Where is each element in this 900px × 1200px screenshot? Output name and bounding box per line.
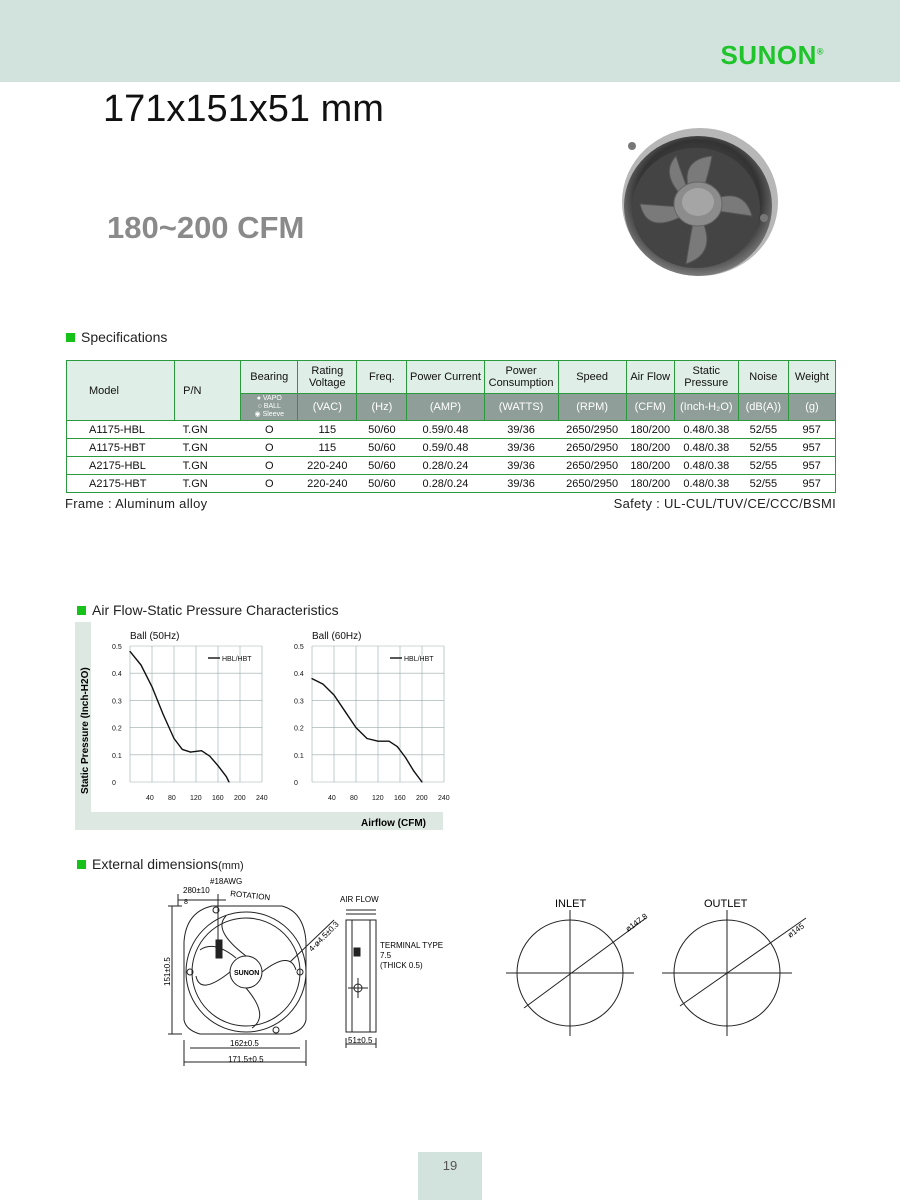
cell-speed: 2650/2950 — [558, 457, 626, 475]
cell-noise: 52/55 — [738, 475, 788, 493]
cell-airflow: 180/200 — [626, 457, 674, 475]
inlet-diameter: ø147.8 — [623, 911, 650, 934]
header-freq: Freq. — [357, 361, 407, 394]
cell-consumption: 39/36 — [484, 475, 558, 493]
cell-model: A2175-HBL — [67, 457, 175, 475]
unit-consumption: (WATTS) — [484, 394, 558, 421]
x-tick-label: 80 — [350, 795, 358, 802]
cell-pn: T.GN — [175, 457, 241, 475]
cell-airflow: 180/200 — [626, 421, 674, 439]
bearing-option-vapo: ● VAPO — [256, 395, 282, 402]
dim-hole: 4-ø4.5±0.3 — [307, 919, 341, 954]
cell-weight: 957 — [788, 421, 835, 439]
dim-rotation: ROTATION — [229, 889, 271, 903]
dim-airflow-label: AIR FLOW — [340, 895, 379, 904]
cell-airflow: 180/200 — [626, 439, 674, 457]
cell-speed: 2650/2950 — [558, 439, 626, 457]
cell-freq: 50/60 — [357, 421, 407, 439]
cell-weight: 957 — [788, 475, 835, 493]
y-tick-label: 0.2 — [112, 725, 122, 733]
header-bearing: Bearing — [241, 361, 298, 394]
cell-current: 0.59/0.48 — [407, 421, 484, 439]
x-tick-label: 160 — [212, 795, 224, 802]
x-tick-label: 40 — [328, 795, 336, 802]
safety-note: Safety : UL-CUL/TUV/CE/CCC/BSMI — [613, 496, 836, 511]
x-tick-label: 80 — [168, 795, 176, 802]
inlet-label: INLET — [555, 898, 587, 910]
dim-height: 151±0.5 — [163, 957, 172, 986]
unit-voltage: (VAC) — [298, 394, 357, 421]
cell-weight: 957 — [788, 439, 835, 457]
y-tick-label: 0.5 — [294, 644, 304, 651]
y-axis-label: Static Pressure (Inch-H2O) — [80, 667, 91, 794]
cell-model: A2175-HBT — [67, 475, 175, 493]
cell-speed: 2650/2950 — [558, 475, 626, 493]
unit-speed: (RPM) — [558, 394, 626, 421]
cell-bearing: O — [241, 439, 298, 457]
dim-width-inner: 162±0.5 — [230, 1039, 259, 1048]
airflow-range: 180~200 CFM — [107, 210, 305, 245]
brand-logo: SUNON® — [720, 40, 824, 70]
x-tick-label: 240 — [256, 795, 268, 802]
cell-freq: 50/60 — [357, 475, 407, 493]
cell-voltage: 220-240 — [298, 475, 357, 493]
dim-terminal-thick: (THICK 0.5) — [380, 961, 423, 970]
bearing-option-ball: ○ BALL — [257, 403, 281, 410]
cell-pressure: 0.48/0.38 — [674, 457, 738, 475]
cell-noise: 52/55 — [738, 457, 788, 475]
chart-title: Ball (60Hz) — [312, 631, 362, 642]
page-title: 171x151x51 mm — [103, 88, 384, 130]
cell-consumption: 39/36 — [484, 457, 558, 475]
dim-terminal-size: 7.5 — [380, 951, 392, 960]
cell-pn: T.GN — [175, 421, 241, 439]
header-consumption: Power Consumption — [484, 361, 558, 394]
unit-weight: (g) — [788, 394, 835, 421]
header-model: Model — [67, 361, 175, 421]
frame-note: Frame : Aluminum alloy — [65, 496, 208, 511]
dim-wire-gauge: #18AWG — [210, 877, 243, 886]
header-speed: Speed — [558, 361, 626, 394]
section-dimensions-heading: External dimensions(mm) — [77, 856, 244, 872]
table-row — [67, 439, 836, 457]
chart-title: Ball (50Hz) — [130, 631, 180, 642]
y-tick-label: 0.2 — [294, 725, 304, 733]
legend-label: HBL/HBT — [404, 656, 434, 663]
cell-pressure: 0.48/0.38 — [674, 475, 738, 493]
y-tick-label: 0.1 — [112, 752, 122, 760]
y-tick-label: 0 — [294, 780, 298, 787]
unit-freq: (Hz) — [357, 394, 407, 421]
bullet-square-icon — [77, 606, 86, 615]
cell-model: A1175-HBT — [67, 439, 175, 457]
table-row — [67, 475, 836, 493]
dim-eight: 8 — [184, 899, 188, 906]
chart-panel — [75, 622, 443, 830]
header-pressure: Static Pressure — [674, 361, 738, 394]
y-tick-label: 0.3 — [112, 698, 122, 706]
bearing-options — [241, 394, 298, 421]
page-number: 19 — [418, 1152, 482, 1200]
cell-voltage: 115 — [298, 439, 357, 457]
dim-depth: 51±0.5 — [348, 1036, 373, 1045]
header-voltage: Rating Voltage — [298, 361, 357, 394]
cell-consumption: 39/36 — [484, 421, 558, 439]
specifications-table — [66, 360, 836, 493]
cell-bearing: O — [241, 457, 298, 475]
cell-noise: 52/55 — [738, 421, 788, 439]
cell-noise: 52/55 — [738, 439, 788, 457]
x-tick-label: 200 — [416, 795, 428, 802]
header-current: Power Current — [407, 361, 484, 394]
cell-speed: 2650/2950 — [558, 421, 626, 439]
x-tick-label: 160 — [394, 795, 406, 802]
cell-current: 0.28/0.24 — [407, 475, 484, 493]
cell-model: A1175-HBL — [67, 421, 175, 439]
x-tick-label: 240 — [438, 795, 450, 802]
fan-photo-image — [612, 120, 782, 290]
dim-width-outer: 171.5±0.5 — [228, 1055, 264, 1064]
y-tick-label: 0 — [112, 780, 116, 787]
header-weight: Weight — [788, 361, 835, 394]
y-tick-label: 0.4 — [112, 671, 122, 679]
cell-pn: T.GN — [175, 439, 241, 457]
cell-bearing: O — [241, 421, 298, 439]
table-row — [67, 457, 836, 475]
cell-pressure: 0.48/0.38 — [674, 421, 738, 439]
cell-pn: T.GN — [175, 475, 241, 493]
unit-pressure: (Inch-H₂O) — [674, 394, 738, 421]
cell-voltage: 115 — [298, 421, 357, 439]
legend-label: HBL/HBT — [222, 656, 252, 663]
outlet-diameter: ø145 — [785, 921, 806, 940]
cell-airflow: 180/200 — [626, 475, 674, 493]
unit-noise: (dB(A)) — [738, 394, 788, 421]
cell-voltage: 220-240 — [298, 457, 357, 475]
x-tick-label: 40 — [146, 795, 154, 802]
y-tick-label: 0.5 — [112, 644, 122, 651]
bearing-option-sleeve: ◉ Sleeve — [254, 411, 284, 418]
dim-logo: SUNON — [234, 970, 260, 977]
y-tick-label: 0.4 — [294, 671, 304, 679]
dim-terminal-type: TERMINAL TYPE — [380, 941, 444, 950]
cell-freq: 50/60 — [357, 439, 407, 457]
table-row — [67, 421, 836, 439]
section-characteristics-heading: Air Flow-Static Pressure Characteristics — [77, 602, 339, 618]
cell-bearing: O — [241, 475, 298, 493]
bullet-square-icon — [77, 860, 86, 869]
outlet-label: OUTLET — [704, 898, 748, 910]
bullet-square-icon — [66, 333, 75, 342]
chart-panel-inner — [91, 622, 443, 812]
unit-airflow: (CFM) — [626, 394, 674, 421]
y-tick-label: 0.1 — [294, 752, 304, 760]
y-tick-label: 0.3 — [294, 698, 304, 706]
cell-current: 0.28/0.24 — [407, 457, 484, 475]
x-tick-label: 120 — [190, 795, 202, 802]
x-tick-label: 200 — [234, 795, 246, 802]
header-noise: Noise — [738, 361, 788, 394]
x-tick-label: 120 — [372, 795, 384, 802]
cell-weight: 957 — [788, 457, 835, 475]
header-pn: P/N — [175, 361, 241, 421]
section-specifications-heading: Specifications — [66, 329, 167, 345]
cell-pressure: 0.48/0.38 — [674, 439, 738, 457]
cell-freq: 50/60 — [357, 457, 407, 475]
cell-current: 0.59/0.48 — [407, 439, 484, 457]
x-axis-label: Airflow (CFM) — [361, 818, 426, 829]
header-airflow: Air Flow — [626, 361, 674, 394]
dim-cable-length: 280±10 — [183, 886, 210, 895]
cell-consumption: 39/36 — [484, 439, 558, 457]
unit-current: (AMP) — [407, 394, 484, 421]
